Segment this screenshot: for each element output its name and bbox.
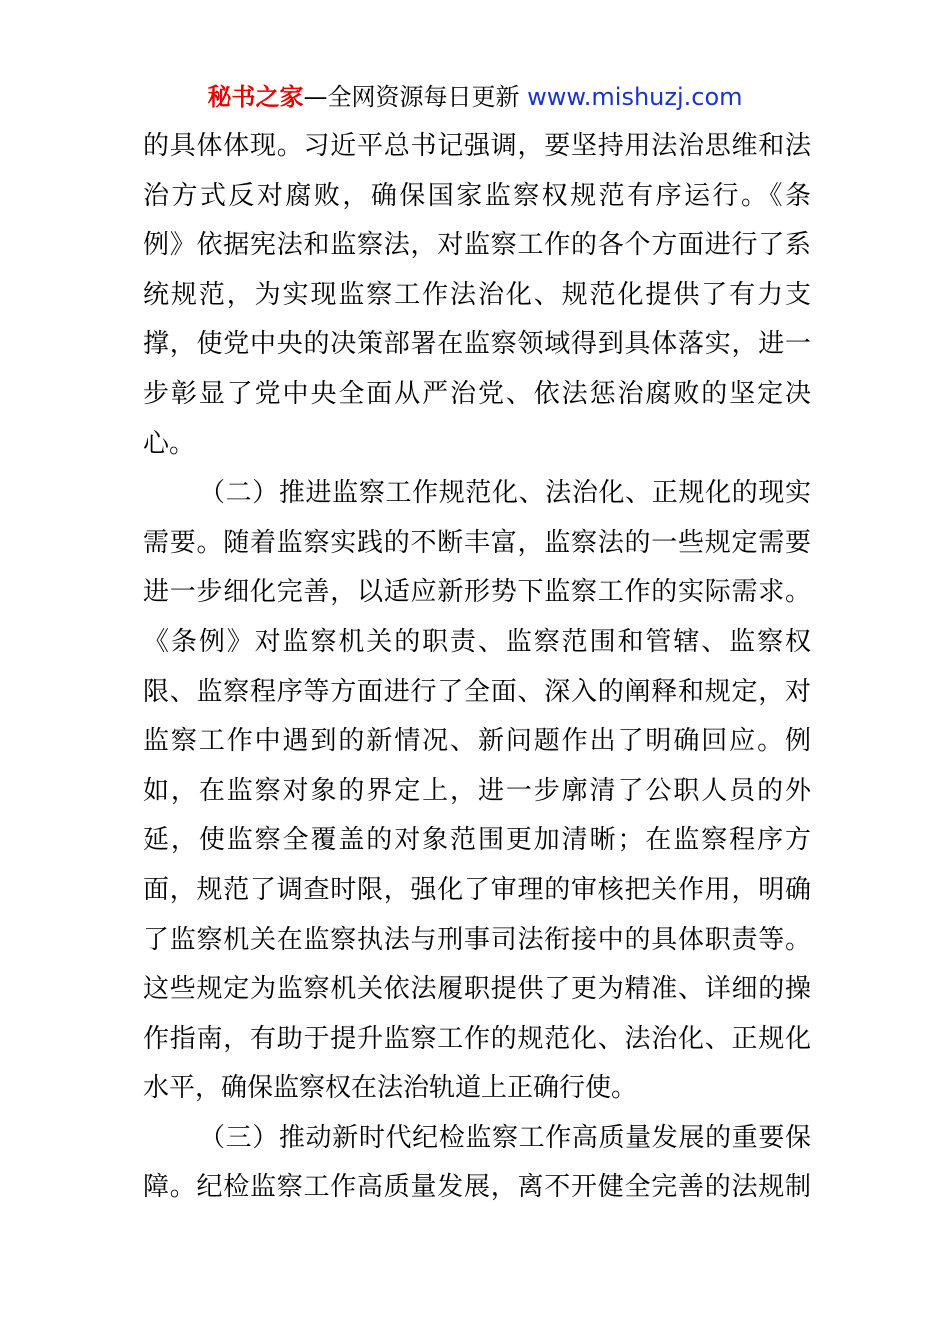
header-url[interactable]: www.mishuzj.com [527, 83, 743, 111]
text-line: 例》依据宪法和监察法，对监察工作的各个方面进行了系 [143, 230, 811, 261]
text-line: 的具体体现。习近平总书记强调，要坚持用法治思维和法 [143, 131, 811, 161]
text-line: 这些规定为监察机关依法履职提供了更为精准、详细的操 [143, 974, 811, 1005]
text-line: 统规范，为实现监察工作法治化、规范化提供了有力支 [143, 279, 811, 310]
text-line: 治方式反对腐败，确保国家监察权规范有序运行。《条 [143, 180, 811, 211]
section-heading-line: （三）推动新时代纪检监察工作高质量发展的重要保 [199, 1122, 811, 1153]
text-line: 需要。随着监察实践的不断丰富，监察法的一些规定需要 [143, 527, 811, 558]
header-tagline: —全网资源每日更新 [303, 83, 528, 111]
section-heading-line: （二）推进监察工作规范化、法治化、正规化的现实 [199, 478, 811, 509]
text-line: 心。 [143, 428, 196, 459]
text-line: 步彰显了党中央全面从严治党、依法惩治腐败的坚定决 [143, 378, 811, 409]
text-line: 撑，使党中央的决策部署在监察领域得到具体落实，进一 [143, 329, 811, 360]
text-line: 如，在监察对象的界定上，进一步廓清了公职人员的外 [143, 775, 811, 806]
text-line: 障。纪检监察工作高质量发展，离不开健全完善的法规制 [143, 1172, 811, 1203]
text-line: 了监察机关在监察执法与刑事司法衔接中的具体职责等。 [143, 924, 811, 955]
header-brand: 秘书之家 [207, 83, 304, 111]
text-line: 进一步细化完善，以适应新形势下监察工作的实际需求。 [143, 577, 811, 608]
text-line: 延，使监察全覆盖的对象范围更加清晰；在监察程序方 [143, 825, 811, 856]
page-header [0, 80, 950, 114]
body-text [143, 122, 811, 1213]
text-line: 《条例》对监察机关的职责、监察范围和管辖、监察权 [143, 626, 811, 657]
text-line: 面，规范了调查时限，强化了审理的审核把关作用，明确 [143, 874, 811, 905]
text-line: 水平，确保监察权在法治轨道上正确行使。 [143, 1073, 638, 1104]
text-line: 限、监察程序等方面进行了全面、深入的阐释和规定，对 [143, 676, 811, 707]
text-line: 作指南，有助于提升监察工作的规范化、法治化、正规化 [143, 1023, 811, 1054]
text-line: 监察工作中遇到的新情况、新问题作出了明确回应。例 [143, 726, 811, 757]
